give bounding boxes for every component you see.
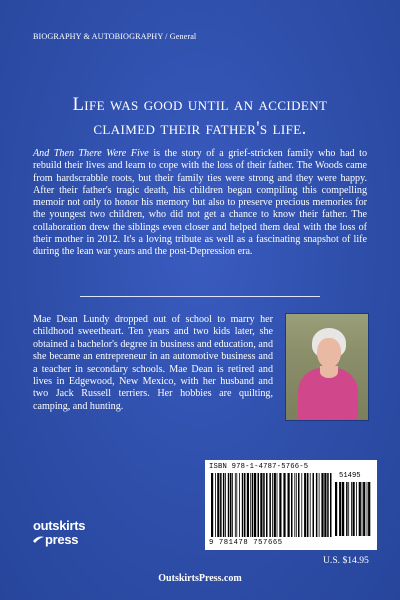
author-bio: Mae Dean Lundy dropped out of school to marry her childhood sweetheart. Ten years and two kids later, she obtained a bachelor's degree in business and education, and she became an entrepreneur in an automotive business and a teacher in secondary schools. Mae Dean is retired and lives in Edgewood, New Mexico, with her husband and two Jack Russell terriers. Her hobbies are quilting, camping, and hunting. (33, 314, 273, 412)
barcode-stripe (301, 473, 302, 537)
barcode-stripe (321, 473, 323, 537)
barcode-stripe (215, 473, 216, 537)
barcode-stripe (232, 473, 233, 537)
barcode-stripe (348, 482, 349, 536)
barcode-stripe (220, 473, 222, 537)
barcode-stripe (225, 473, 226, 537)
book-description (33, 148, 367, 259)
barcode-stripe (335, 482, 337, 536)
barcode-bars (211, 473, 333, 537)
barcode-stripe (228, 473, 230, 537)
barcode-stripe (258, 473, 260, 537)
price-label: U.S. $14.95 (323, 555, 369, 566)
author-photo-face (317, 338, 341, 368)
barcode-stripe (244, 473, 246, 537)
section-divider (80, 296, 320, 297)
barcode-stripe (356, 482, 357, 536)
barcode-stripe (223, 473, 225, 537)
barcode-stripe (288, 473, 290, 537)
barcode-stripe (324, 473, 326, 537)
barcode-stripe (307, 473, 309, 537)
barcode-stripe (211, 473, 213, 537)
headline (20, 93, 380, 141)
barcode-stripe (272, 473, 273, 537)
barcode-stripe (298, 473, 300, 537)
barcode-supplement-bars (335, 482, 373, 536)
publisher-website-link[interactable]: OutskirtsPress.com (158, 573, 242, 584)
author-photo (285, 313, 369, 421)
publisher-logo-line-2: press (45, 532, 79, 547)
barcode-digits: 9 781478 757665 (209, 539, 283, 547)
barcode-stripe (283, 473, 285, 537)
category-label: BIOGRAPHY & AUTOBIOGRAPHY / General (33, 32, 197, 41)
barcode-stripe (279, 473, 281, 537)
barcode-stripe (330, 473, 332, 537)
swoosh-icon (33, 535, 44, 543)
barcode-stripe (304, 473, 306, 537)
barcode-stripe (368, 482, 370, 536)
barcode-stripe (274, 473, 276, 537)
barcode-stripe (319, 473, 320, 537)
barcode-stripe (310, 473, 311, 537)
barcode-stripe (359, 482, 361, 536)
barcode-stripe (316, 473, 318, 537)
barcode-stripe (339, 482, 341, 536)
barcode-stripe (247, 473, 249, 537)
barcode-stripe (351, 482, 352, 536)
barcode-stripe (291, 473, 293, 537)
book-title: And Then There Were Five (33, 148, 149, 159)
barcode-stripe (327, 473, 329, 537)
barcode-stripe (313, 473, 315, 537)
barcode-stripe (269, 473, 271, 537)
barcode-stripe (242, 473, 244, 537)
barcode-stripe (294, 473, 295, 537)
barcode-stripe (217, 473, 219, 537)
barcode-stripe (239, 473, 240, 537)
price-code: 51495 (339, 472, 361, 480)
barcode-stripe (342, 482, 344, 536)
publisher-logo-line-1: outskirts (33, 518, 86, 533)
barcode-stripe (266, 473, 268, 537)
barcode-stripe (235, 473, 236, 537)
barcode-stripe (277, 473, 278, 537)
barcode-stripe (363, 482, 365, 536)
barcode-stripe (362, 482, 363, 536)
barcode-stripe (263, 473, 265, 537)
headline-line-2: claimed their father's life. (93, 119, 307, 139)
barcode-stripe (367, 482, 368, 536)
barcode-stripe (230, 473, 232, 537)
barcode-stripe (260, 473, 262, 537)
isbn-barcode (205, 460, 377, 550)
book-description-text: is the story of a grief-stricken family who had to rebuild their lives and learn to cope with the loss of their father. The Woods came from hardscrabble roots, but their family ties were strong and they were happy. After their father's tragic death, his children began compiling this compelling memoir not only to honor his memory but also to preserve precious memories for the youngest two children, who did not get a chance to know their father. The collaboration drew the siblings even closer and helped them deal with the loss of their mother in 2012. It's a loving tribute as well as a fascinating snapshot of life during the lean war years and the post-Depression era. (33, 148, 368, 258)
publisher-logo[interactable] (33, 518, 101, 554)
barcode-stripe (252, 473, 254, 537)
barcode-stripe (346, 482, 348, 536)
barcode-stripe (236, 473, 237, 537)
isbn-label: ISBN 978-1-4787-5766-5 (209, 463, 309, 471)
barcode-stripe (254, 473, 256, 537)
barcode-stripe (250, 473, 251, 537)
barcode-stripe (353, 482, 355, 536)
headline-line-1: Life was good until an accident (72, 95, 328, 115)
barcode-stripe (296, 473, 297, 537)
